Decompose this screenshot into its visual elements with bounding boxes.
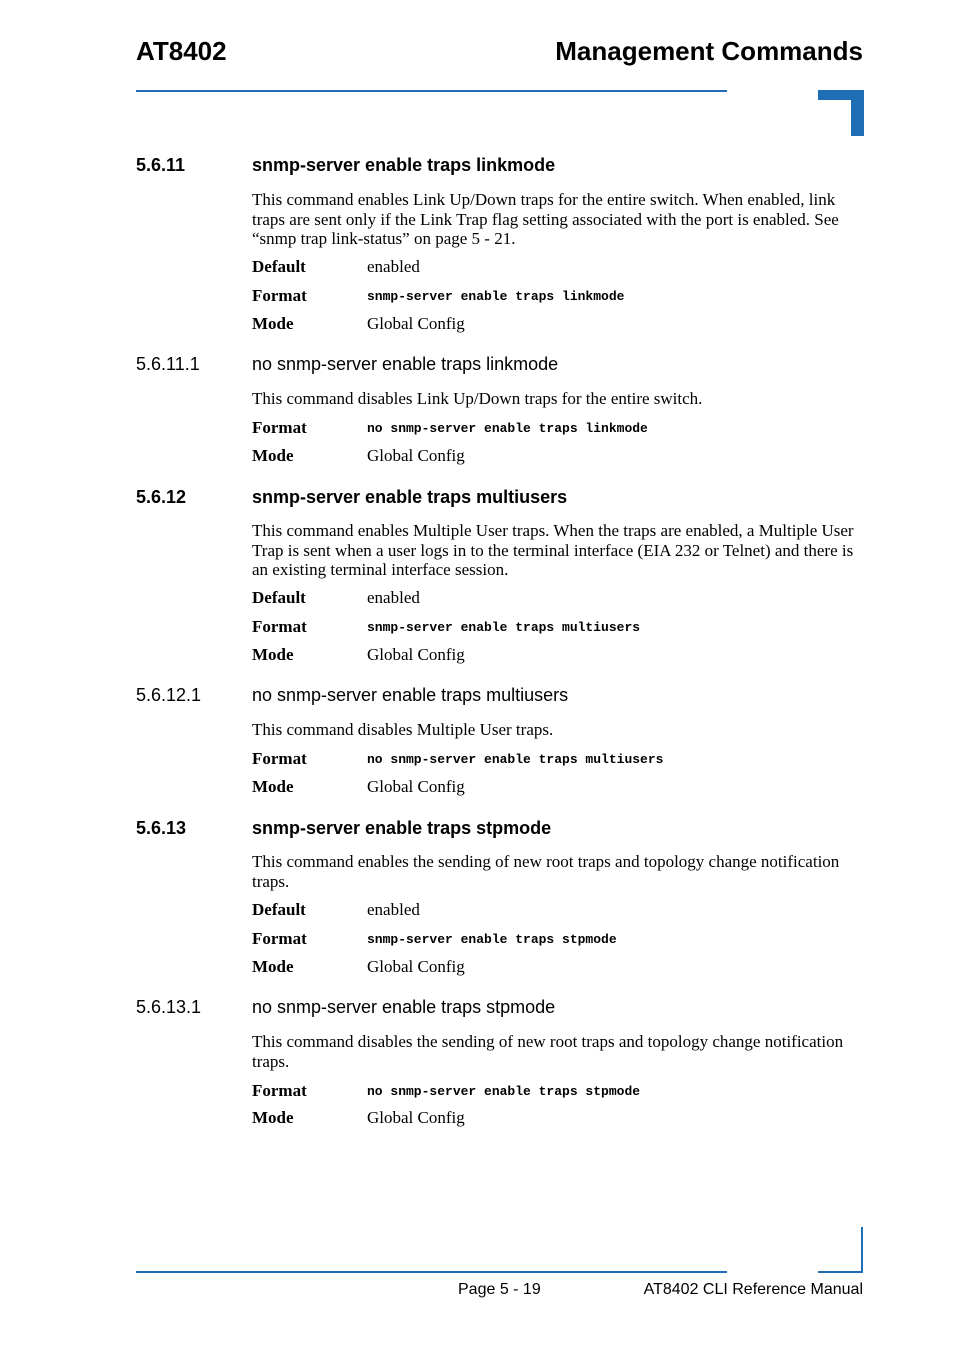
mode-label: Mode xyxy=(252,446,294,465)
section-description: This command disables Multiple User traps. xyxy=(252,720,554,739)
section-number: 5.6.11.1 xyxy=(136,354,200,374)
default-label: Default xyxy=(252,900,306,919)
default-row xyxy=(252,900,864,920)
mode-row xyxy=(252,314,864,334)
mode-value: Global Config xyxy=(367,957,465,976)
format-label: Format xyxy=(252,1081,307,1100)
footer-corner-bracket-base xyxy=(818,1271,863,1273)
section-title: snmp-server enable traps stpmode xyxy=(252,818,552,838)
mode-value: Global Config xyxy=(367,1108,465,1127)
default-value: enabled xyxy=(367,257,420,276)
mode-label: Mode xyxy=(252,314,294,333)
default-label: Default xyxy=(252,257,306,276)
section-description: This command disables Link Up/Down traps for the entire switch. xyxy=(252,389,703,408)
mode-row xyxy=(252,1108,864,1128)
format-command: no snmp-server enable traps stpmode xyxy=(367,1084,641,1099)
section-title: snmp-server enable traps multiusers xyxy=(252,487,568,507)
format-command: snmp-server enable traps linkmode xyxy=(367,289,625,304)
format-row xyxy=(252,418,864,438)
format-label: Format xyxy=(252,749,307,768)
footer-corner-bracket xyxy=(861,1227,863,1273)
section-number: 5.6.12.1 xyxy=(136,685,202,705)
format-label: Format xyxy=(252,617,307,636)
section-description: This command enables the sending of new root traps and topology change notification traps. xyxy=(252,852,840,891)
section-title: no snmp-server enable traps stpmode xyxy=(252,997,556,1017)
header-corner-bracket-side xyxy=(851,90,864,136)
mode-value: Global Config xyxy=(367,446,465,465)
section-description: This command disables the sending of new root traps and topology change notification traps. xyxy=(252,1032,844,1071)
format-row xyxy=(252,617,864,637)
default-row xyxy=(252,588,864,608)
mode-row xyxy=(252,957,864,977)
section-number: 5.6.13.1 xyxy=(136,997,202,1017)
format-label: Format xyxy=(252,929,307,948)
format-row xyxy=(252,749,864,769)
default-value: enabled xyxy=(367,900,420,919)
mode-label: Mode xyxy=(252,957,294,976)
format-row xyxy=(252,286,864,306)
format-command: no snmp-server enable traps multiusers xyxy=(367,752,664,767)
section-description: This command enables Multiple User traps. When the traps are enabled, a Multiple User Trap is sent when a user logs in to the terminal interface (EIA 232 or Telnet) and there is an existing terminal interface session. xyxy=(252,521,854,579)
mode-label: Mode xyxy=(252,1108,294,1127)
mode-value: Global Config xyxy=(367,645,465,664)
chapter-title: Management Commands xyxy=(555,36,863,66)
mode-value: Global Config xyxy=(367,314,465,333)
section-number: 5.6.11 xyxy=(136,155,186,175)
document-title: AT8402 xyxy=(136,36,227,66)
section-number: 5.6.12 xyxy=(136,487,187,507)
default-label: Default xyxy=(252,588,306,607)
default-row xyxy=(252,257,864,277)
section-title: no snmp-server enable traps multiusers xyxy=(252,685,569,705)
format-command: no snmp-server enable traps linkmode xyxy=(367,421,648,436)
footer-rule xyxy=(136,1271,727,1273)
format-command: snmp-server enable traps multiusers xyxy=(367,620,641,635)
mode-row xyxy=(252,645,864,665)
format-label: Format xyxy=(252,286,307,305)
section-title: snmp-server enable traps linkmode xyxy=(252,155,556,175)
mode-row xyxy=(252,446,864,466)
manual-title: AT8402 CLI Reference Manual xyxy=(643,1281,863,1298)
section-description: This command enables Link Up/Down traps for the entire switch. When enabled, link traps are sent only if the Link Trap flag setting associated with the port is enabled. See “snmp trap link-status” on page 5 - 21. xyxy=(252,190,839,248)
mode-label: Mode xyxy=(252,645,294,664)
default-value: enabled xyxy=(367,588,420,607)
section-number: 5.6.13 xyxy=(136,818,187,838)
format-command: snmp-server enable traps stpmode xyxy=(367,932,617,947)
header-rule xyxy=(136,90,727,92)
mode-row xyxy=(252,777,864,797)
section-title: no snmp-server enable traps linkmode xyxy=(252,354,559,374)
page-number: Page 5 - 19 xyxy=(458,1281,541,1298)
format-label: Format xyxy=(252,418,307,437)
format-row xyxy=(252,929,864,949)
format-row xyxy=(252,1081,864,1101)
mode-label: Mode xyxy=(252,777,294,796)
mode-value: Global Config xyxy=(367,777,465,796)
